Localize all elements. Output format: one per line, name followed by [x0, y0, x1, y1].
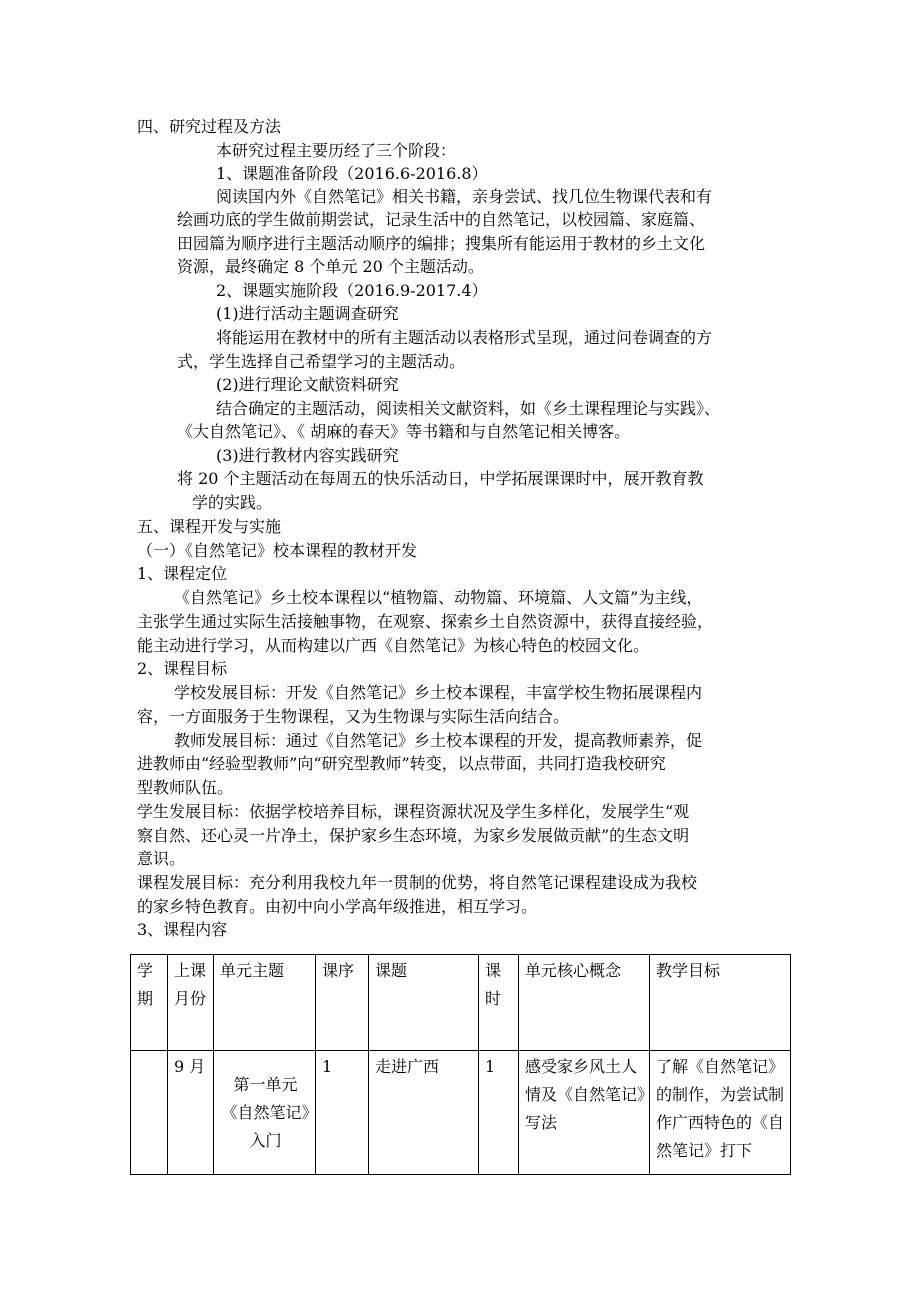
header-core-concept: 单元核心概念 [519, 955, 650, 1051]
table-row [131, 1051, 791, 1175]
section-heading-4: 四、研究过程及方法 [137, 117, 282, 136]
paragraph-line: 本研究过程主要历经了三个阶段： [216, 141, 457, 160]
header-term: 学期 [131, 955, 168, 1051]
header-order: 课序 [316, 955, 369, 1051]
header-topic: 课题 [369, 955, 479, 1051]
cell-order: 1 [316, 1051, 369, 1175]
table-header-row [131, 955, 791, 1051]
paragraph-line: 型教师队伍。 [137, 778, 234, 797]
paragraph-line: 学的实践。 [192, 493, 273, 512]
paragraph-line: 察自然、还心灵一片净土，保护家乡生态环境，为家乡发展做贡献”的生态文明 [137, 826, 690, 845]
paragraph-line: 《自然笔记》乡土校本课程以“植物篇、动物篇、环境篇、人文篇”为主线， [174, 588, 703, 607]
paragraph-line: 式，学生选择自己希望学习的主题活动。 [177, 352, 466, 371]
paragraph-line: 绘画功底的学生做前期尝试，记录生活中的自然笔记，以校园篇、家庭篇、 [177, 210, 706, 229]
course-content-table [130, 954, 791, 1175]
paragraph-line: 意识。 [137, 849, 186, 868]
paragraph-line: 学生发展目标：依据学校培养目标，课程资源状况及学生多样化，发展学生“观 [137, 802, 690, 821]
subheading-stage-1: 1、课题准备阶段（2016.6-2016.8） [216, 164, 488, 183]
header-teaching-goal: 教学目标 [650, 955, 791, 1051]
subheading-stage-2: 2、课题实施阶段（2016.9-2017.4） [216, 281, 488, 300]
paragraph-line: 能主动进行学习，从而构建以广西《自然笔记》为核心特色的校园文化。 [137, 636, 650, 655]
paragraph-line: 田园篇为顺序进行主题活动顺序的编排；搜集所有能运用于教材的乡土文化 [177, 234, 706, 253]
cell-month: 9 月 [168, 1051, 214, 1175]
subheading-goals: 2、课程目标 [137, 659, 228, 678]
paragraph-line: 资源，最终确定 8 个单元 20 个主题活动。 [177, 257, 484, 276]
paragraph-line: 《大自然笔记》、《 胡麻的春天》等书籍和与自然笔记相关博客。 [177, 422, 631, 441]
paragraph-line: 容，一方面服务于生物课程，又为生物课与实际生活向结合。 [137, 707, 570, 726]
cell-core-concept: 感受家乡风土人情及《自然笔记》写法 [519, 1051, 650, 1175]
subheading-item-3: (3)进行教材内容实践研究 [216, 446, 399, 465]
cell-hours: 1 [479, 1051, 519, 1175]
paragraph-line: 将 20 个主题活动在每周五的快乐活动日，中学拓展课课时中，展开教育教 [177, 469, 704, 488]
paragraph-line: 阅读国内外《自然笔记》相关书籍，亲身尝试、找几位生物课代表和有 [216, 187, 713, 206]
paragraph-line: 课程发展目标：充分利用我校九年一贯制的优势，将自然笔记课程建设成为我校 [137, 873, 698, 892]
paragraph-line: 将能运用在教材中的所有主题活动以表格形式呈现，通过问卷调查的方 [216, 328, 713, 347]
cell-unit-theme: 第一单元《自然笔记》入门 [214, 1051, 316, 1175]
cell-teaching-goal: 了解《自然笔记》的制作，为尝试制作广西特色的《自然笔记》打下 [650, 1051, 791, 1175]
header-month: 上课月份 [168, 955, 214, 1051]
section-heading-5: 五、课程开发与实施 [137, 517, 282, 536]
paragraph-line: 主张学生通过实际生活接触事物，在观察、探索乡土自然资源中，获得直接经验， [137, 612, 714, 631]
paragraph-line: 结合确定的主题活动，阅读相关文献资料，如《乡土课程理论与实践》、 [216, 399, 721, 418]
subsection-heading: （一）《自然笔记》校本课程的教材开发 [137, 541, 418, 560]
header-hours: 课时 [479, 955, 519, 1051]
header-unit-theme: 单元主题 [214, 955, 316, 1051]
paragraph-line: 教师发展目标：通过《自然笔记》乡土校本课程的开发，提高教师素养，促 [174, 731, 703, 750]
subheading-item-1: (1)进行活动主题调查研究 [216, 304, 399, 323]
paragraph-line: 的家乡特色教育。由初中向小学高年级推进，相互学习。 [137, 897, 538, 916]
cell-term [131, 1051, 168, 1175]
paragraph-line: 进教师由“经验型教师”向“研究型教师”转变，以点带面，共同打造我校研究 [137, 754, 666, 773]
subheading-content: 3、课程内容 [137, 920, 228, 939]
subheading-positioning: 1、课程定位 [137, 564, 228, 583]
subheading-item-2: (2)进行理论文献资料研究 [216, 375, 399, 394]
paragraph-line: 学校发展目标：开发《自然笔记》乡土校本课程，丰富学校生物拓展课程内 [174, 683, 703, 702]
cell-topic: 走进广西 [369, 1051, 479, 1175]
